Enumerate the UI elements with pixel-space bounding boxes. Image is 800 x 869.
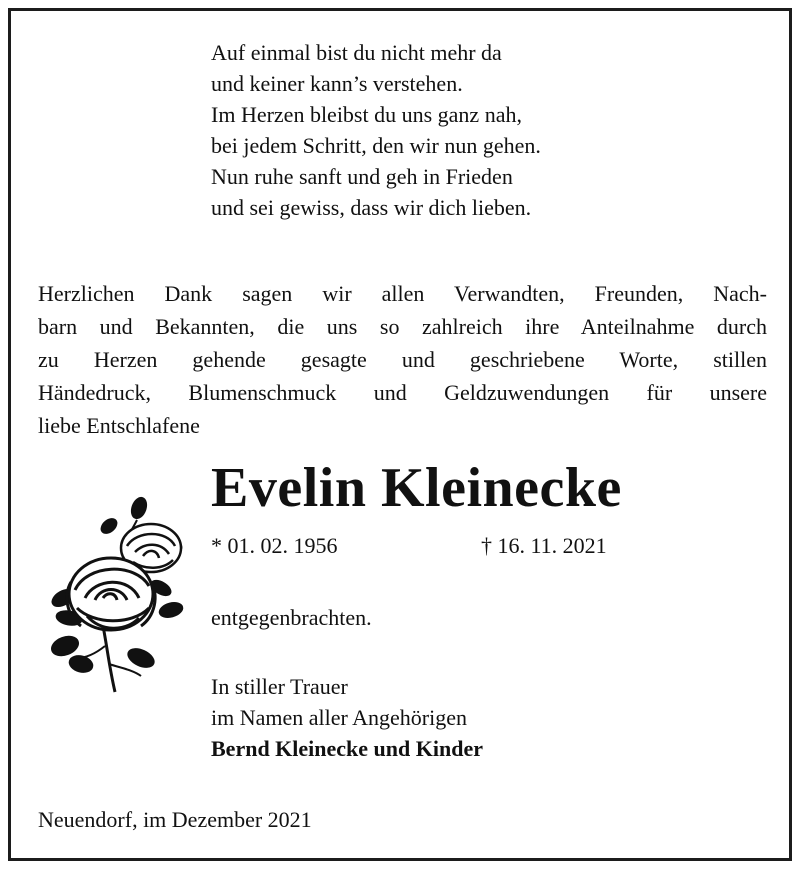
life-dates xyxy=(211,531,607,561)
continuation-text: entgegenbrachten. xyxy=(211,605,372,630)
poem-line: und keiner kann’s verstehen. xyxy=(211,71,463,96)
thanks-paragraph xyxy=(38,277,767,442)
mourners-names: Bernd Kleinecke und Kinder xyxy=(211,736,483,761)
mourners-line: im Namen aller Angehörigen xyxy=(211,705,467,730)
thanks-line: barn und Bekannten, die uns so zahlreich ihre Anteilnahme durch xyxy=(38,314,767,339)
poem-line: Im Herzen bleibst du uns ganz nah, xyxy=(211,102,522,127)
thanks-line: zu Herzen gehende gesagte und geschriebene Worte, stillen xyxy=(38,347,767,372)
poem xyxy=(211,37,541,223)
mourners-line: In stiller Trauer xyxy=(211,674,348,699)
thanks-line: Herzlichen Dank sagen wir allen Verwandten, Freunden, Nach- xyxy=(38,281,767,306)
thanks-line: liebe Entschlafene xyxy=(38,413,200,438)
place-date: Neuendorf, im Dezember 2021 xyxy=(38,807,312,832)
deceased-name: Evelin Kleinecke xyxy=(211,457,622,519)
death-date: † 16. 11. 2021 xyxy=(481,533,607,558)
poem-line: Auf einmal bist du nicht mehr da xyxy=(211,40,502,65)
mourners-block xyxy=(211,671,483,764)
poem-line: und sei gewiss, dass wir dich lieben. xyxy=(211,195,532,220)
poem-line: Nun ruhe sanft und geh in Frieden xyxy=(211,164,513,189)
rose-icon xyxy=(41,486,191,696)
thanks-line: Händedruck, Blumenschmuck und Geldzuwendungen für unsere xyxy=(38,380,767,405)
obituary-notice xyxy=(8,8,792,861)
birth-date: * 01. 02. 1956 xyxy=(211,533,338,558)
poem-line: bei jedem Schritt, den wir nun gehen. xyxy=(211,133,541,158)
